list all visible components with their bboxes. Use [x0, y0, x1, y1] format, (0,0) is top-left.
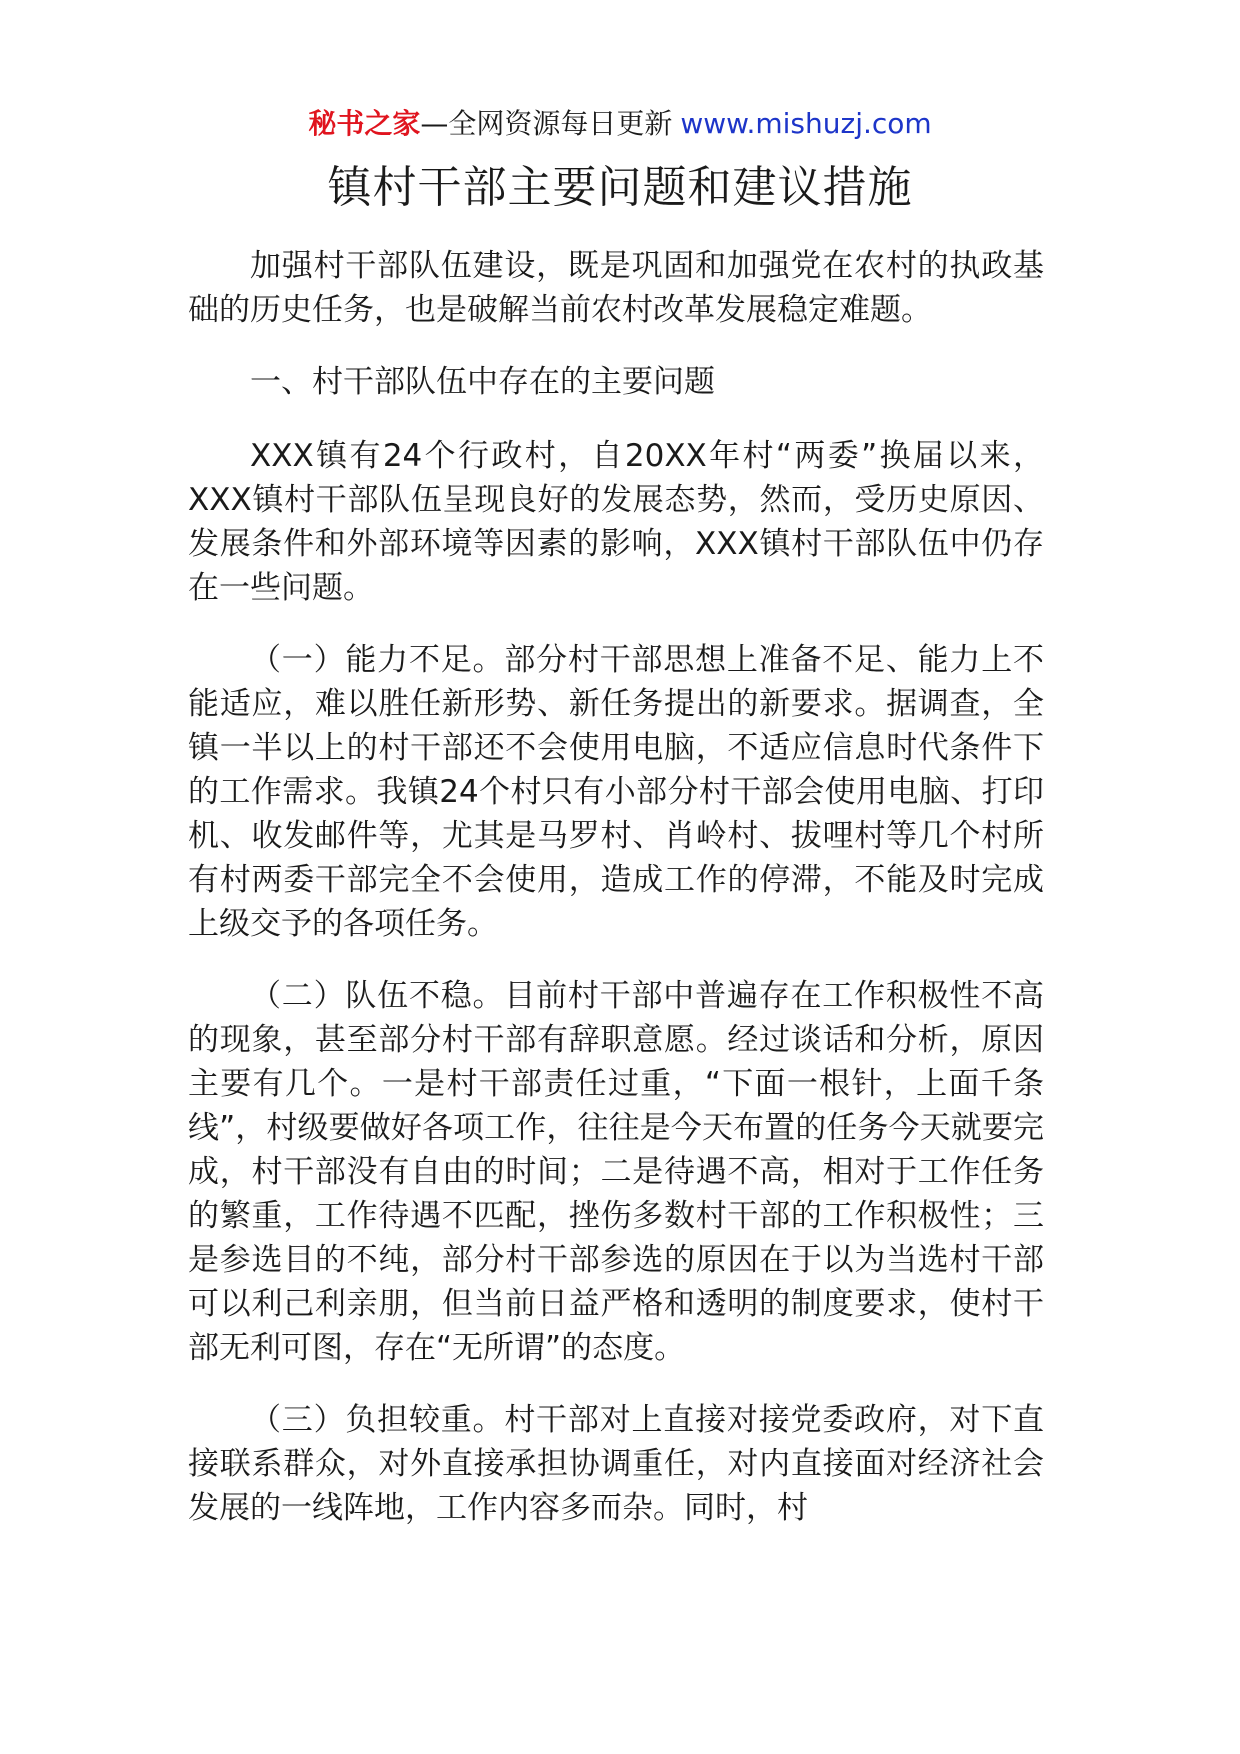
document-body [188, 244, 1044, 1558]
body-paragraph: XXX镇有24个行政村，自20XX年村“两委”换届以来，XXX镇村干部队伍呈现良好的发展态势，然而，受历史原因、发展条件和外部环境等因素的影响，XXX镇村干部队伍中仍存在一些问题。 [188, 438, 1044, 606]
body-paragraph: （三）负担较重。村干部对上直接对接党委政府，对下直接联系群众，对外直接承担协调重任，对内直接面对经济社会发展的一线阵地，工作内容多而杂。同时，村 [188, 1402, 1044, 1526]
brand-name: 秘书之家 [308, 107, 421, 140]
body-paragraph: （一）能力不足。部分村干部思想上准备不足、能力上不能适应，难以胜任新形势、新任务提出的新要求。据调查，全镇一半以上的村干部还不会使用电脑，不适应信息时代条件下的工作需求。我镇24个村只有小部分村干部会使用电脑、打印机、收发邮件等，尤其是马罗村、肖岭村、拔哩村等几个村所有村两委干部完全不会使用，造成工作的停滞，不能及时完成上级交予的各项任务。 [188, 642, 1044, 942]
document-title: 镇村干部主要问题和建议措施 [327, 162, 913, 213]
body-paragraph: （二）队伍不稳。目前村干部中普遍存在工作积极性不高的现象，甚至部分村干部有辞职意愿。经过谈话和分析，原因主要有几个。一是村干部责任过重，“下面一根针，上面千条线”，村级要做好各项工作，往往是今天布置的任务今天就要完成，村干部没有自由的时间；二是待遇不高，相对于工作任务的繁重，工作待遇不匹配，挫伤多数村干部的工作积极性；三是参选目的不纯，部分村干部参选的原因在于以为当选村干部可以利己利亲朋，但当前日益严格和透明的制度要求，使村干部无利可图，存在“无所谓”的态度。 [188, 978, 1044, 1366]
section-heading: 一、村干部队伍中存在的主要问题 [250, 364, 715, 400]
intro-paragraph: 加强村干部队伍建设，既是巩固和加强党在农村的执政基础的历史任务，也是破解当前农村改革发展稳定难题。 [188, 248, 1044, 328]
header-tagline: —全网资源每日更新 [420, 107, 673, 140]
site-header [0, 106, 1240, 142]
site-url-link[interactable]: www.mishuzj.com [680, 107, 932, 140]
